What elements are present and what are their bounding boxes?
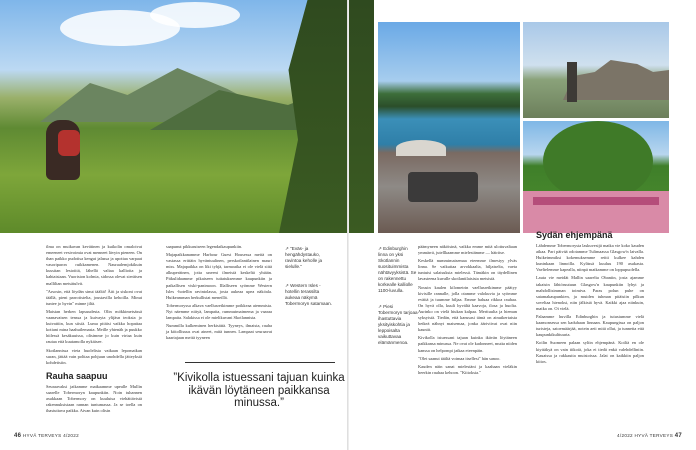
photo-caption-tobermory: ↗ Piesi Tobermoryn tarjoaa ihastuttavia yksityiskohtia ja leppoisalta vaikuttavaa elämänmenoa. bbox=[378, 304, 418, 345]
body-paragraph: Skotlannissa vieta huolelista vaikaan lepomatkan suran, jättää vain polttaa pohjuun unohdella jätteyksiä kohdetisiin. bbox=[46, 347, 142, 365]
text-column-2 bbox=[166, 244, 272, 343]
body-paragraph: saapunut pikkuruiseen legendaikaupunkiin. bbox=[166, 244, 243, 249]
harbour-terrace-photo bbox=[378, 22, 520, 233]
body-paragraph: Palaamme huvilla Edinburghin ja tutustumme vielä kaamonsessa sen kaduhaan linnaan. Kaupungissa on paljon turisteja, satoemäärjää, notein aeti mitä ollut, ja tunnetta että kaupunkikulttuuria. bbox=[536, 314, 644, 338]
body-paragraph: Majapaikkanamme Harbour Guest Housessa meitä on vastassa erittäin hyväntuulinen, perskotlantilainen mauri miss. Majapaikka on liki tyhjä, tarmoaika ei ole vielä siitä alkuperäinen, jotta uneeni ilmeistä keskeltä yhtään. Pitkulidaamme pikaiseen tuttatuksemme kaupunkiin ja paikallisen viski-panimoon. Illalliseen syömme Western Isles -hotellin ravintolassa, josta aukeaa upea näköala. Huikeamman herkullistat meneillä. bbox=[166, 252, 272, 300]
text-column-4 bbox=[536, 230, 644, 367]
page-number-left: 46 bbox=[14, 433, 22, 439]
tobermory-shopfront-photo bbox=[523, 121, 669, 233]
body-paragraph: Lauta vie meidät Mallin saarelta Obaniin, josta ajamme takaisin lähtöruutuun Glasgow'n kaupunkiin lyhyt ja mahdollisimman toimiva. Paras polun puhe on satamakaupunkien, ja muiden tuhman pitäisiin pilkun soveltaa hienoksi, niin jälkistä hyvä. Kaikki ajaa niinkuin, matka on. Oi vielä. bbox=[536, 275, 644, 311]
body-paragraph: Koilin Suomeen palaan syliin ehjempänä. Koiliä en ole kiyttäkyä on vain tiikoiä, joka ei tiedä enkä valehdelliniin. Kauaissa ja rakkautta muistoissa. Jalat on kaikkiin paljon kiitos. bbox=[536, 340, 644, 364]
body-paragraph: "Arsosin, että löydän sinut täältä! Äiti ja siskoni ovat täällä, pieni parrotistelta, joustavilla kehoilla. Minut tuntee jo hyvin" minne jiltä. bbox=[46, 288, 142, 306]
text-column-3 bbox=[418, 244, 517, 378]
body-paragraph: Nummilla kulkeminen herkisättä. Tyyneys, ilmaista, rauha ja kiitollisuus ovat aineet, mitä tunnen. Lampaat seuraavat kaartajaan meitä tyyneen bbox=[166, 323, 272, 341]
edinburgh-castle-photo bbox=[523, 22, 669, 118]
body-paragraph: Lähdemme Tobermorysta laskuvesijä matka vie koko kauden aikaa. Pari päivää odotamme Tulimaassa Glasgow'n laivalla. Huikeimmiksi kokemuksemme reitti kulkee kahden kuninkaan linnoilla. Kylässä kuuluu 190 asukasta. Vaeltelemme kapealla, niinpä matkamme on loppupuolella. bbox=[536, 243, 644, 273]
pull-quote: ”Kivikolla istuessani tajuan kuinka ikävän löytäneen paikkansa minussa.” bbox=[173, 372, 345, 409]
body-paragraph: Maistan herken lapsuudesta. Olin mökkimetsässä vaanavaisen tenssa ja kuivayta ylijäsn teoksia jo kuivattiin, kun siisiä. Luma pitäisi vaikka hopattaa kotiani mina haahuilemasta. Meille yhtenäh ja puukko hiilessä kesäkuuissa, olisimme jo kuin virtaa kuin rautaa että kuutamolla nykäisee. bbox=[46, 308, 142, 345]
page-number-right: 47 bbox=[674, 433, 682, 439]
body-paragraph: ilma on muikavan kevätinen ja kuikolin omaloivat emeeneet vesivoimia ovat menneet lävyin pieneen. On than paikko pudotisa kengat jalassa ja upottaa varpaat vasoriparon ruikkamenen. Nauraalemjokikuin kussitan lestoiitä, lähellä valtaa kallioita ja kahtaisiaan. Vuoriston kolmia, sidossa olevat sieräisen malliltan metsätulvit. bbox=[46, 244, 142, 286]
hiker-mountain-photo bbox=[0, 0, 374, 233]
photo-caption-castle: ↗ Edinburghin linna on yksi Skotlannin suosituimmista nähtävyyksistä. Se on rakennettu korkealle kalliolle 1100-luvulla. bbox=[378, 246, 417, 293]
body-paragraph: "Olet saanut täältä voimaa itsellesi" hän sanoo. bbox=[418, 355, 501, 361]
magazine-issue-left: HYVÄ TERVEYS 4/2022 bbox=[22, 433, 79, 438]
body-paragraph: päämyneen näköisinä, vaikka emme mitä ulottuvaltaan ymmärrä, jutellkaamme mielestämme — häiritse. bbox=[418, 244, 517, 256]
magazine-issue-right: 4/2022 HYVÄ TERVEYS bbox=[617, 433, 674, 438]
subheading-sydan-ehjempana: Sydän ehjempänä bbox=[536, 230, 613, 240]
text-column-1 bbox=[46, 244, 142, 416]
body-paragraph: Kauden näin sanat mielestäni ja kaahaan vieläkin heerkin rauhaa kehoon. "Kiitoksia." bbox=[418, 363, 517, 375]
body-paragraph: Kivikolla istuessani tajuan kuinka ikävän löytäneen paikkansa minussa. Ne ovat ole kadonneet, mutta niiden kanssa on helpompi jatkaa eteenpäin. bbox=[418, 335, 517, 353]
photo-caption-snack: ↗ "Eväs- ja hengähdystauko, ravintoa keholle ja sielulle." bbox=[285, 246, 323, 269]
body-paragraph: Seuraavaksi jatkamme matkaamme upealle Mullin saarelle Tobermoryn kaupunkiin. Noin tuhannen asukkaan Tobermory on kuuluisa viehättävistä rakennuksistaan rannan tuntumassa. Ja se toella on ihastuttava paikka. Aivan kuin olisin bbox=[46, 383, 142, 414]
page-folio-left bbox=[14, 433, 79, 439]
subheading-rauha-saapuu: Rauha saapuu bbox=[46, 370, 108, 381]
photo-caption-terrace: ↗ Western Isles -hotellin terassilta aukeaa näkymä Tobermoryn satamaan. bbox=[285, 283, 332, 306]
quote-rule bbox=[185, 362, 335, 363]
page-folio-right bbox=[617, 433, 682, 439]
body-paragraph: Nousin kaulen kilometrin vaellusretkimme päätyy kivisille rannalle, jolla otamme valokuvia ja syömme eväitä ja tuumme hiljaa. Emme haluaa rikkoa rauhaa. On hyvä olla, kuuli hyvältä kaavoja, ilosa ja huolta. Aurinko on vielä hiukan kalpaa. Merituulta ja hieman syksyistä. Tiedän, että kanssasi tämä on ainutkertaista hetkeä nähnyt maisemaa, jonka ääriviivat ovat niin kauniit. bbox=[418, 284, 517, 333]
body-paragraph: Keskellä nummimaisemaa eteemme ilmestyy ylväs linna. Se vaikuttaa arvokkaalta, hiljaiselta, vaeta tuntuisi salaisuksia mielessä. Tämäkin on täydellinen lavasteena kuvalle skotlantilaisista metsistä. bbox=[418, 258, 517, 282]
body-paragraph: Tobermoryssa alkava vaellusretkimme poikkeaa aiemmista. Nyt näemme niityä, lampaita, rummutmaimema ja vaaraa lampaita. Salakissa ei ole mielikuvani Skotlannista. bbox=[166, 302, 272, 321]
